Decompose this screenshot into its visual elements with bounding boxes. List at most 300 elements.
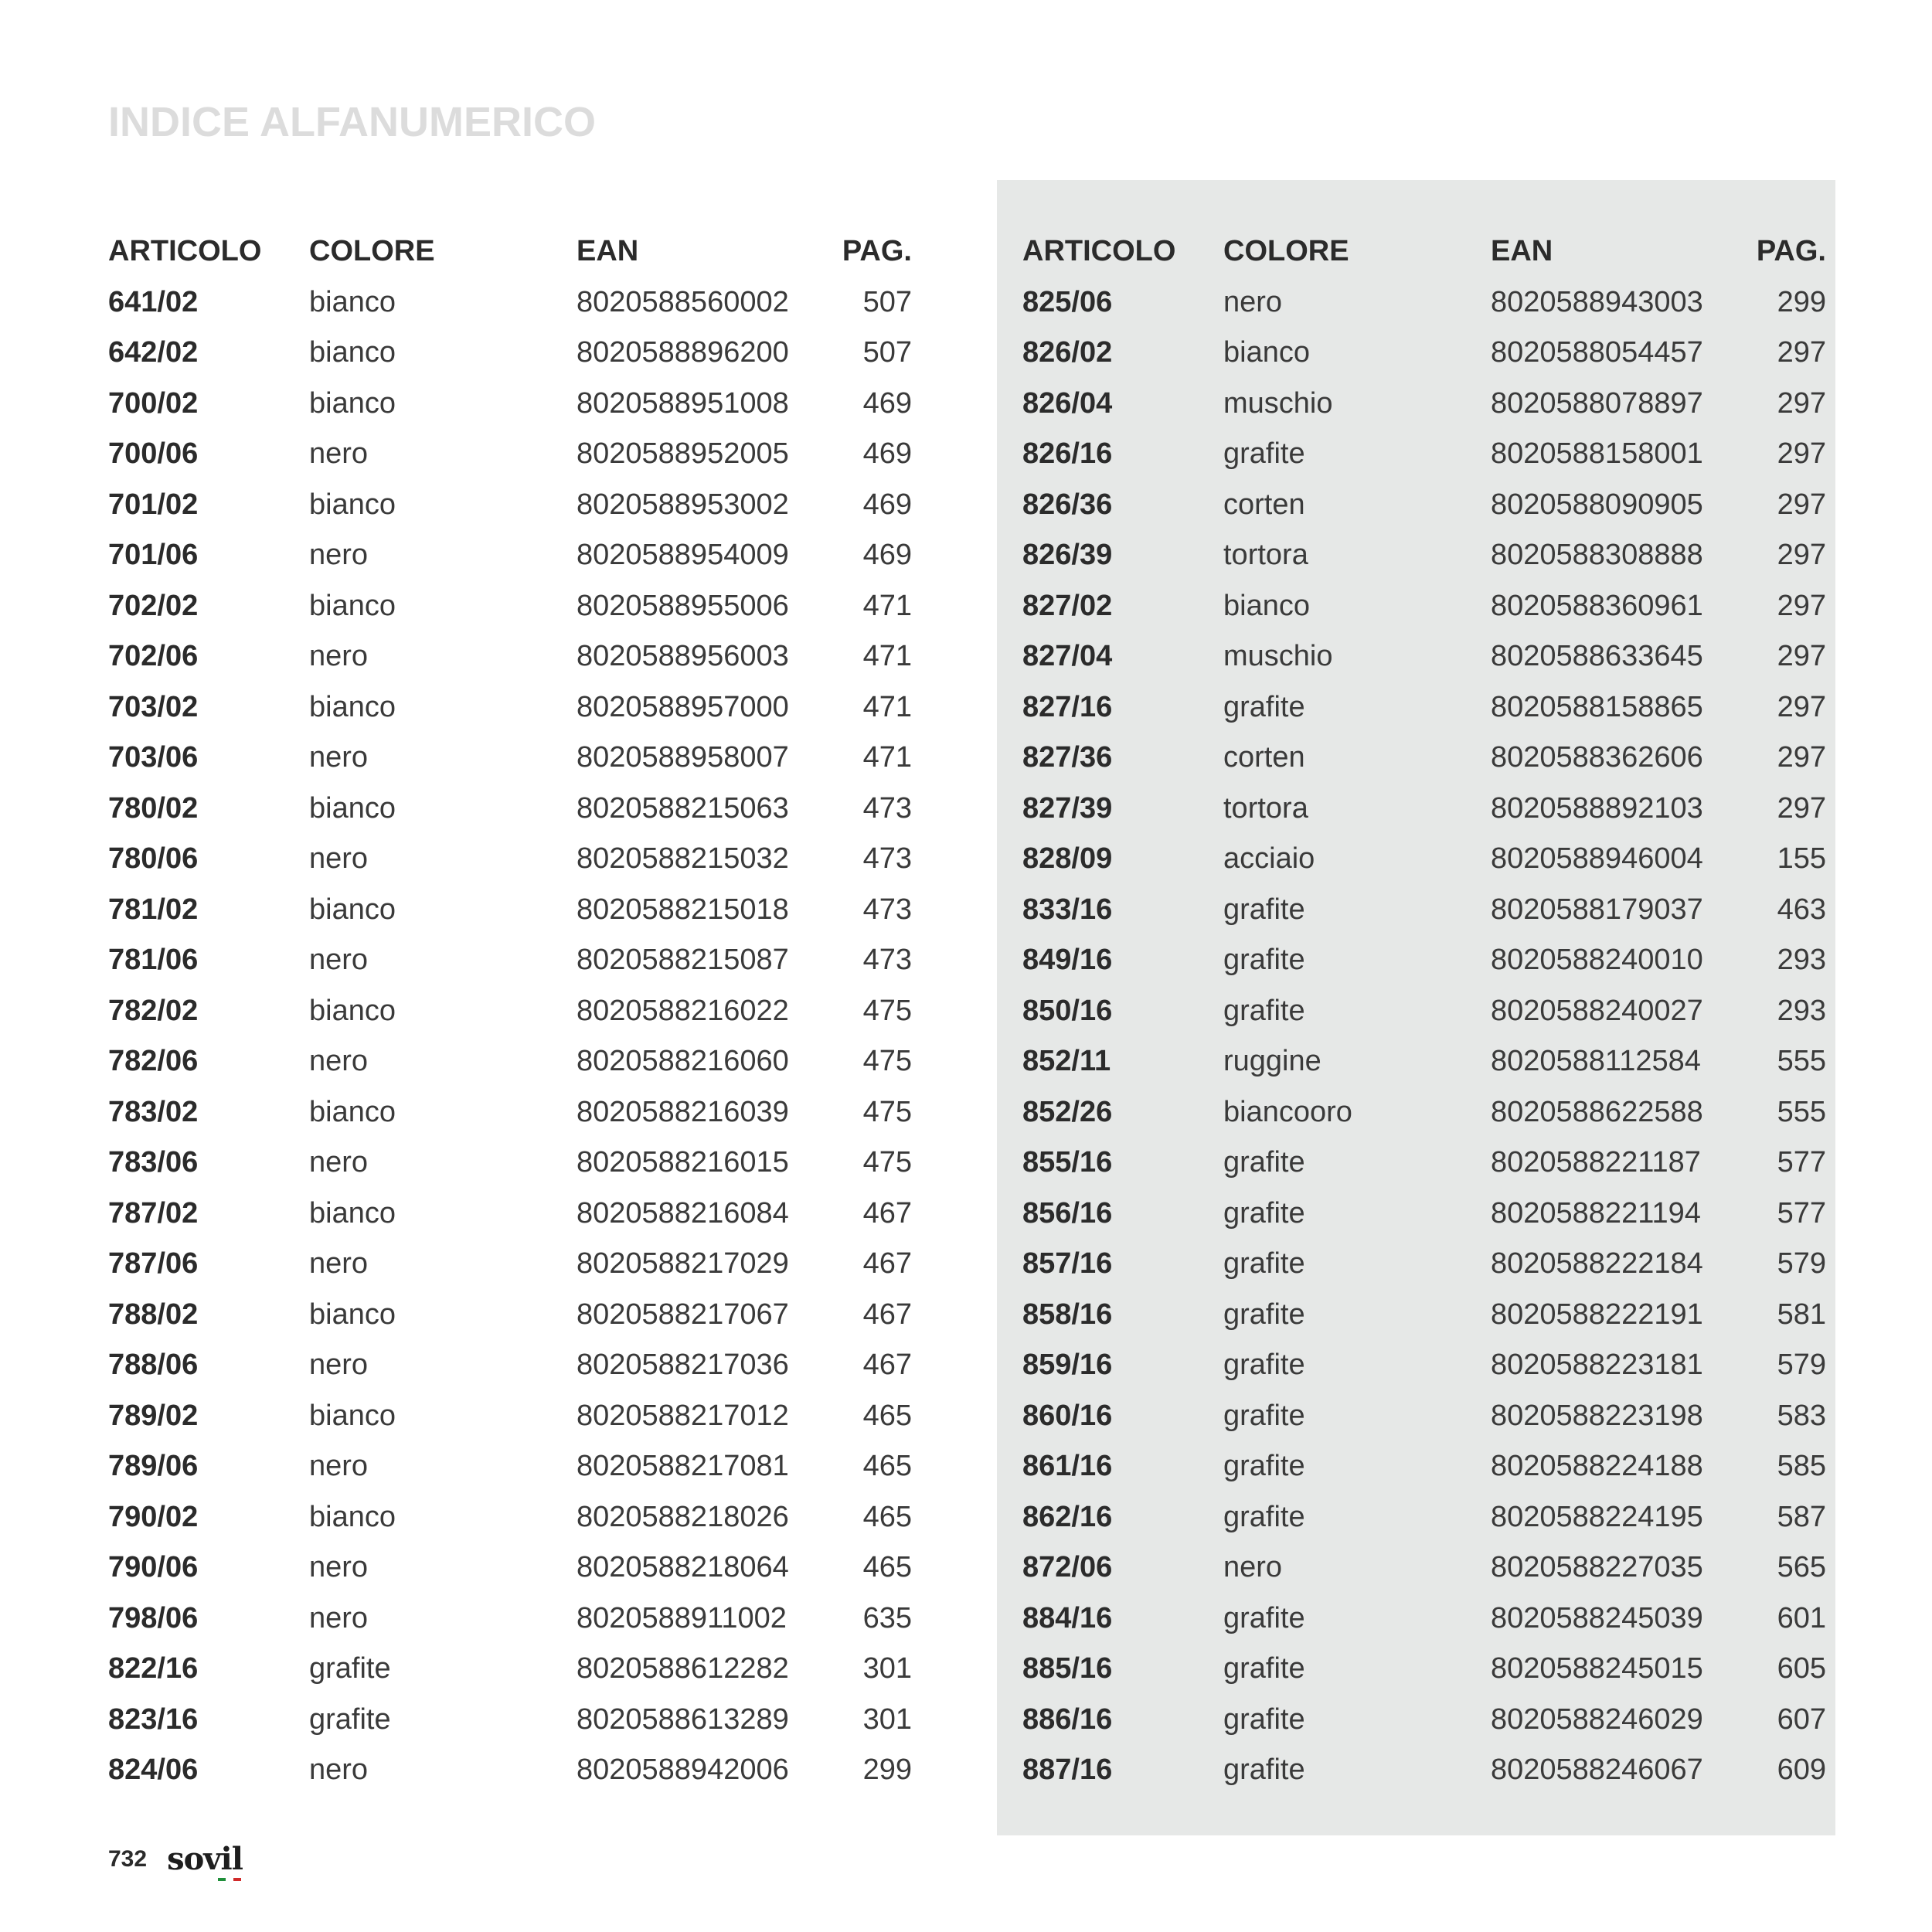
header-pag: PAG. [1756,235,1826,267]
cell-colore: bianco [309,690,396,723]
cell-pag: 473 [862,893,912,926]
cell-articolo: 826/02 [1022,336,1113,369]
cell-ean: 8020588240027 [1491,994,1703,1027]
table-row [1022,429,1826,480]
table-row [1022,581,1826,632]
cell-ean: 8020588218064 [577,1551,789,1583]
table-row [1022,328,1826,379]
cell-ean: 8020588216022 [577,994,789,1027]
cell-pag: 463 [1777,893,1826,926]
cell-articolo: 641/02 [108,285,199,318]
cell-ean: 8020588957000 [577,690,789,723]
cell-pag: 577 [1777,1146,1826,1179]
cell-colore: corten [1223,741,1305,774]
cell-colore: biancooro [1223,1095,1352,1128]
table-row [1022,1695,1826,1746]
table-row [108,1189,912,1240]
cell-pag: 507 [862,285,912,318]
cell-colore: nero [309,437,369,470]
table-row [1022,935,1826,986]
table-row [1022,733,1826,784]
cell-ean: 8020588246029 [1491,1702,1703,1736]
cell-pag: 155 [1777,842,1826,875]
cell-colore: tortora [1223,539,1308,571]
page-footer [108,1841,243,1877]
cell-colore: nero [309,1146,369,1179]
table-row [1022,1087,1826,1138]
cell-articolo: 860/16 [1022,1399,1113,1432]
cell-pag: 297 [1777,539,1826,571]
cell-ean: 8020588112584 [1491,1045,1701,1077]
cell-articolo: 780/06 [108,842,199,875]
table-row [108,379,912,430]
cell-colore: grafite [1223,690,1305,723]
table-row [1022,379,1826,430]
table-row [108,1441,912,1492]
cell-articolo: 782/02 [108,994,199,1027]
cell-articolo: 859/16 [1022,1349,1113,1381]
cell-articolo: 798/06 [108,1601,199,1634]
cell-colore: grafite [1223,1500,1305,1533]
cell-pag: 297 [1777,336,1826,369]
cell-pag: 587 [1777,1500,1826,1533]
cell-ean: 8020588560002 [577,285,789,318]
cell-articolo: 702/06 [108,640,199,672]
cell-colore: grafite [1223,1349,1305,1381]
cell-colore: bianco [309,488,396,521]
cell-articolo: 790/02 [108,1500,199,1533]
cell-colore: grafite [309,1652,391,1685]
cell-articolo: 700/02 [108,386,199,420]
cell-colore: bianco [309,285,396,318]
cell-ean: 8020588054457 [1491,336,1703,369]
cell-pag: 465 [862,1450,912,1482]
cell-ean: 8020588956003 [577,640,789,672]
cell-articolo: 884/16 [1022,1601,1113,1634]
cell-colore: grafite [1223,1450,1305,1482]
cell-articolo: 828/09 [1022,842,1113,875]
cell-colore: ruggine [1223,1045,1321,1077]
cell-colore: bianco [309,1196,396,1230]
header-colore: COLORE [1223,235,1349,267]
cell-colore: nero [309,1045,369,1077]
cell-colore: bianco [309,589,396,622]
table-row [108,1239,912,1290]
cell-colore: bianco [309,386,396,420]
cell-pag: 297 [1777,437,1826,470]
index-table-right [1022,226,1826,1796]
cell-ean: 8020588953002 [577,488,789,521]
cell-articolo: 788/06 [108,1349,199,1381]
cell-pag: 475 [862,1045,912,1077]
cell-pag: 301 [862,1702,912,1736]
cell-colore: grafite [1223,1196,1305,1230]
cell-colore: grafite [1223,1601,1305,1634]
header-ean: EAN [577,235,639,267]
table-row [1022,1441,1826,1492]
cell-pag: 297 [1777,640,1826,672]
cell-articolo: 789/02 [108,1399,199,1432]
cell-articolo: 826/16 [1022,437,1113,470]
cell-pag: 609 [1777,1753,1826,1786]
cell-ean: 8020588215032 [577,842,789,875]
table-row [1022,682,1826,733]
cell-articolo: 886/16 [1022,1702,1113,1736]
table-row [1022,885,1826,936]
cell-ean: 8020588224195 [1491,1500,1703,1533]
table-row [108,935,912,986]
cell-colore: nero [309,1601,369,1634]
cell-pag: 475 [862,1146,912,1179]
cell-colore: grafite [1223,1399,1305,1432]
cell-pag: 475 [862,994,912,1027]
cell-ean: 8020588245015 [1491,1652,1703,1685]
cell-ean: 8020588215087 [577,944,789,976]
cell-articolo: 827/36 [1022,741,1113,774]
cell-colore: tortora [1223,791,1308,825]
cell-articolo: 642/02 [108,336,199,369]
cell-articolo: 826/39 [1022,539,1113,571]
cell-colore: acciaio [1223,842,1315,875]
cell-colore: nero [1223,285,1283,318]
cell-articolo: 827/04 [1022,640,1113,672]
cell-colore: nero [309,1247,369,1280]
cell-articolo: 781/02 [108,893,199,926]
cell-pag: 635 [862,1601,912,1634]
cell-colore: nero [309,1753,369,1786]
italian-flag-icon [218,1878,241,1881]
cell-ean: 8020588158865 [1491,690,1703,723]
cell-pag: 579 [1777,1349,1826,1381]
cell-ean: 8020588221194 [1491,1196,1701,1230]
table-row [108,530,912,581]
cell-ean: 8020588222191 [1491,1298,1703,1331]
table-row [108,1340,912,1391]
cell-ean: 8020588360961 [1491,589,1703,622]
cell-articolo: 787/06 [108,1247,199,1280]
cell-ean: 8020588223198 [1491,1399,1703,1432]
cell-colore: grafite [1223,994,1305,1027]
cell-colore: grafite [1223,1247,1305,1280]
cell-pag: 583 [1777,1399,1826,1432]
cell-articolo: 703/06 [108,741,199,774]
cell-articolo: 701/02 [108,488,199,521]
cell-pag: 555 [1777,1045,1826,1077]
table-row [108,1695,912,1746]
cell-ean: 8020588216060 [577,1045,789,1077]
cell-articolo: 862/16 [1022,1500,1113,1533]
cell-articolo: 858/16 [1022,1298,1113,1331]
table-row [108,682,912,733]
table-row [1022,1239,1826,1290]
table-header-row [1022,226,1826,277]
cell-colore: grafite [1223,1652,1305,1685]
cell-articolo: 787/02 [108,1196,199,1230]
table-row [1022,834,1826,885]
cell-colore: bianco [1223,336,1310,369]
cell-colore: nero [309,640,369,672]
cell-pag: 465 [862,1500,912,1533]
cell-ean: 8020588217067 [577,1298,789,1331]
cell-ean: 8020588217012 [577,1399,789,1432]
cell-articolo: 783/02 [108,1095,199,1128]
cell-pag: 293 [1777,944,1826,976]
cell-ean: 8020588221187 [1491,1146,1701,1179]
cell-ean: 8020588911002 [577,1601,787,1634]
table-row [1022,530,1826,581]
cell-ean: 8020588362606 [1491,741,1703,774]
cell-pag: 585 [1777,1450,1826,1482]
table-row [1022,1594,1826,1645]
table-row [108,581,912,632]
cell-colore: bianco [309,994,396,1027]
cell-pag: 471 [862,690,912,723]
table-row [108,1036,912,1087]
table-row [108,277,912,328]
cell-ean: 8020588215018 [577,893,789,926]
cell-colore: nero [309,944,369,976]
cell-articolo: 887/16 [1022,1753,1113,1786]
cell-ean: 8020588179037 [1491,893,1703,926]
table-row [1022,1340,1826,1391]
cell-ean: 8020588090905 [1491,488,1703,521]
cell-articolo: 790/06 [108,1551,199,1583]
table-row [108,1594,912,1645]
cell-colore: bianco [309,336,396,369]
header-pag: PAG. [842,235,912,267]
cell-pag: 467 [862,1349,912,1381]
cell-ean: 8020588951008 [577,386,789,420]
cell-colore: grafite [1223,893,1305,926]
table-row [1022,1745,1826,1796]
table-row [1022,1189,1826,1240]
cell-ean: 8020588955006 [577,589,789,622]
cell-colore: muschio [1223,386,1333,420]
cell-ean: 8020588946004 [1491,842,1703,875]
table-row [108,631,912,682]
table-row [1022,1543,1826,1594]
cell-pag: 297 [1777,386,1826,420]
cell-pag: 469 [862,386,912,420]
cell-pag: 469 [862,539,912,571]
cell-ean: 8020588892103 [1491,791,1703,825]
index-table-left [108,226,912,1796]
cell-articolo: 823/16 [108,1702,199,1736]
cell-colore: bianco [309,893,396,926]
cell-ean: 8020588612282 [577,1652,789,1685]
table-row [108,885,912,936]
cell-ean: 8020588240010 [1491,944,1703,976]
cell-ean: 8020588613289 [577,1702,789,1736]
table-header-row [108,226,912,277]
page-title: INDICE ALFANUMERICO [108,99,596,145]
cell-ean: 8020588216084 [577,1196,789,1230]
cell-articolo: 825/06 [1022,285,1113,318]
cell-articolo: 861/16 [1022,1450,1113,1482]
cell-ean: 8020588622588 [1491,1095,1703,1128]
cell-articolo: 885/16 [1022,1652,1113,1685]
cell-articolo: 826/36 [1022,488,1113,521]
cell-pag: 297 [1777,488,1826,521]
header-ean: EAN [1491,235,1553,267]
cell-pag: 577 [1777,1196,1826,1230]
brand-logo [167,1841,243,1877]
table-row [108,834,912,885]
cell-colore: nero [1223,1551,1283,1583]
cell-pag: 555 [1777,1095,1826,1128]
table-row [108,1745,912,1796]
cell-colore: grafite [1223,944,1305,976]
cell-ean: 8020588078897 [1491,386,1703,420]
cell-articolo: 872/06 [1022,1551,1113,1583]
cell-colore: grafite [1223,1298,1305,1331]
cell-pag: 301 [862,1652,912,1685]
cell-pag: 473 [862,842,912,875]
table-row [108,1391,912,1442]
cell-colore: nero [309,1551,369,1583]
cell-colore: nero [309,741,369,774]
cell-articolo: 852/11 [1022,1045,1111,1077]
table-row [108,480,912,531]
cell-colore: bianco [309,1399,396,1432]
table-row [1022,631,1826,682]
cell-articolo: 827/16 [1022,690,1113,723]
table-row [108,1087,912,1138]
cell-articolo: 826/04 [1022,386,1113,420]
cell-ean: 8020588245039 [1491,1601,1703,1634]
header-articolo: ARTICOLO [1022,235,1176,267]
table-row [1022,784,1826,835]
table-row [108,784,912,835]
table-row [1022,1290,1826,1341]
cell-colore: corten [1223,488,1305,521]
cell-colore: grafite [1223,1146,1305,1179]
cell-pag: 471 [862,589,912,622]
cell-pag: 473 [862,791,912,825]
page-number: 732 [108,1846,148,1872]
cell-ean: 8020588215063 [577,791,789,825]
cell-ean: 8020588227035 [1491,1551,1703,1583]
cell-pag: 293 [1777,994,1826,1027]
table-row [1022,1391,1826,1442]
cell-ean: 8020588223181 [1491,1349,1703,1381]
cell-pag: 467 [862,1196,912,1230]
cell-ean: 8020588246067 [1491,1753,1703,1786]
cell-colore: bianco [309,791,396,825]
cell-colore: grafite [309,1702,391,1736]
cell-pag: 299 [862,1753,912,1786]
table-row [108,1138,912,1189]
cell-colore: nero [309,1450,369,1482]
cell-ean: 8020588216039 [577,1095,789,1128]
cell-colore: grafite [1223,437,1305,470]
cell-colore: bianco [1223,589,1310,622]
cell-colore: nero [309,539,369,571]
cell-articolo: 782/06 [108,1045,199,1077]
cell-pag: 299 [1777,285,1826,318]
table-row [108,986,912,1037]
cell-pag: 471 [862,741,912,774]
header-articolo: ARTICOLO [108,235,262,267]
cell-colore: bianco [309,1500,396,1533]
table-row [108,1492,912,1543]
table-row [1022,480,1826,531]
brand-logo-wordmark: sovil [167,1841,243,1877]
cell-ean: 8020588954009 [577,539,789,571]
cell-ean: 8020588158001 [1491,437,1703,470]
cell-articolo: 783/06 [108,1146,199,1179]
cell-pag: 297 [1777,741,1826,774]
cell-articolo: 781/06 [108,944,199,976]
table-row [108,1543,912,1594]
cell-colore: nero [309,1349,369,1381]
cell-colore: bianco [309,1298,396,1331]
table-row [108,1290,912,1341]
cell-ean: 8020588217081 [577,1450,789,1482]
cell-articolo: 789/06 [108,1450,199,1482]
table-row [1022,986,1826,1037]
cell-articolo: 702/02 [108,589,199,622]
cell-articolo: 827/39 [1022,791,1113,825]
table-row [1022,1036,1826,1087]
cell-pag: 465 [862,1551,912,1583]
cell-articolo: 827/02 [1022,589,1113,622]
cell-colore: grafite [1223,1702,1305,1736]
cell-pag: 581 [1777,1298,1826,1331]
cell-ean: 8020588943003 [1491,285,1703,318]
cell-pag: 467 [862,1298,912,1331]
cell-ean: 8020588958007 [577,741,789,774]
cell-colore: nero [309,842,369,875]
cell-articolo: 849/16 [1022,944,1113,976]
cell-articolo: 701/06 [108,539,199,571]
cell-ean: 8020588942006 [577,1753,789,1786]
cell-articolo: 855/16 [1022,1146,1113,1179]
table-row [108,1644,912,1695]
cell-ean: 8020588222184 [1491,1247,1703,1280]
table-row [1022,1492,1826,1543]
cell-ean: 8020588224188 [1491,1450,1703,1482]
cell-ean: 8020588896200 [577,336,789,369]
cell-pag: 565 [1777,1551,1826,1583]
cell-articolo: 703/02 [108,690,199,723]
cell-pag: 579 [1777,1247,1826,1280]
cell-pag: 507 [862,336,912,369]
cell-articolo: 788/02 [108,1298,199,1331]
cell-ean: 8020588217036 [577,1349,789,1381]
cell-pag: 465 [862,1399,912,1432]
cell-colore: bianco [309,1095,396,1128]
table-row [108,429,912,480]
cell-articolo: 780/02 [108,791,199,825]
cell-articolo: 700/06 [108,437,199,470]
cell-pag: 467 [862,1247,912,1280]
cell-pag: 475 [862,1095,912,1128]
cell-pag: 297 [1777,589,1826,622]
cell-pag: 607 [1777,1702,1826,1736]
cell-articolo: 850/16 [1022,994,1113,1027]
cell-ean: 8020588217029 [577,1247,789,1280]
cell-colore: muschio [1223,640,1333,672]
cell-colore: grafite [1223,1753,1305,1786]
table-row [108,328,912,379]
table-row [1022,1138,1826,1189]
table-body-left [108,277,912,1796]
cell-ean: 8020588952005 [577,437,789,470]
cell-ean: 8020588633645 [1491,640,1703,672]
cell-pag: 469 [862,437,912,470]
cell-pag: 473 [862,944,912,976]
